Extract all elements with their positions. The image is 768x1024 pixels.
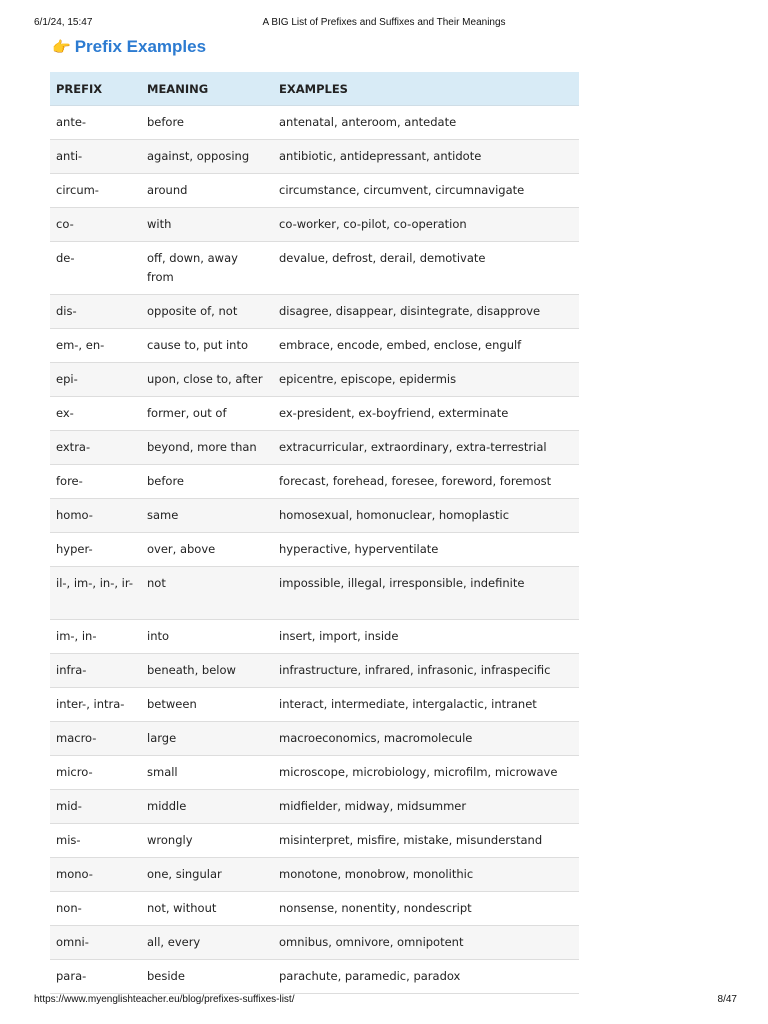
cell-prefix: de- bbox=[50, 242, 141, 295]
section-heading-text: Prefix Examples bbox=[74, 37, 207, 56]
cell-prefix: extra- bbox=[50, 431, 141, 465]
cell-meaning: all, every bbox=[141, 926, 273, 960]
pointing-hand-icon: 👉 bbox=[52, 38, 71, 56]
cell-examples: misinterpret, misfire, mistake, misunderstand bbox=[273, 824, 579, 858]
cell-meaning: into bbox=[141, 620, 273, 654]
prefix-table bbox=[50, 72, 579, 994]
cell-prefix: infra- bbox=[50, 654, 141, 688]
table-row bbox=[50, 790, 579, 824]
header-meaning: MEANING bbox=[141, 72, 273, 106]
table-row bbox=[50, 140, 579, 174]
cell-prefix: dis- bbox=[50, 295, 141, 329]
cell-examples: epicentre, episcope, epidermis bbox=[273, 363, 579, 397]
cell-prefix: mono- bbox=[50, 858, 141, 892]
cell-examples: interact, intermediate, intergalactic, intranet bbox=[273, 688, 579, 722]
cell-meaning: small bbox=[141, 756, 273, 790]
cell-examples: impossible, illegal, irresponsible, indefinite bbox=[273, 567, 579, 620]
cell-examples: circumstance, circumvent, circumnavigate bbox=[273, 174, 579, 208]
table-header-row bbox=[50, 72, 579, 106]
cell-meaning: with bbox=[141, 208, 273, 242]
table-row bbox=[50, 688, 579, 722]
cell-prefix: ante- bbox=[50, 106, 141, 140]
print-header bbox=[0, 17, 768, 31]
cell-meaning: not, without bbox=[141, 892, 273, 926]
cell-prefix: non- bbox=[50, 892, 141, 926]
cell-prefix: homo- bbox=[50, 499, 141, 533]
cell-meaning: wrongly bbox=[141, 824, 273, 858]
table-row bbox=[50, 533, 579, 567]
cell-prefix: micro- bbox=[50, 756, 141, 790]
cell-examples: ex-president, ex-boyfriend, exterminate bbox=[273, 397, 579, 431]
table-row bbox=[50, 329, 579, 363]
table-row bbox=[50, 242, 579, 295]
cell-meaning: middle bbox=[141, 790, 273, 824]
header-examples: EXAMPLES bbox=[273, 72, 579, 106]
table-row bbox=[50, 892, 579, 926]
cell-prefix: anti- bbox=[50, 140, 141, 174]
cell-prefix: il-, im-, in-, ir- bbox=[50, 567, 141, 620]
cell-prefix: circum- bbox=[50, 174, 141, 208]
cell-meaning: former, out of bbox=[141, 397, 273, 431]
cell-prefix: im-, in- bbox=[50, 620, 141, 654]
table-row bbox=[50, 722, 579, 756]
cell-prefix: fore- bbox=[50, 465, 141, 499]
print-page-title: A BIG List of Prefixes and Suffixes and Their Meanings bbox=[262, 17, 506, 28]
table-row bbox=[50, 397, 579, 431]
cell-meaning: opposite of, not bbox=[141, 295, 273, 329]
cell-prefix: omni- bbox=[50, 926, 141, 960]
table-row bbox=[50, 756, 579, 790]
table-row bbox=[50, 208, 579, 242]
cell-examples: omnibus, omnivore, omnipotent bbox=[273, 926, 579, 960]
cell-meaning: beneath, below bbox=[141, 654, 273, 688]
cell-meaning: large bbox=[141, 722, 273, 756]
cell-examples: forecast, forehead, foresee, foreword, foremost bbox=[273, 465, 579, 499]
cell-examples: midfielder, midway, midsummer bbox=[273, 790, 579, 824]
table-row bbox=[50, 926, 579, 960]
cell-meaning: between bbox=[141, 688, 273, 722]
table-row bbox=[50, 295, 579, 329]
cell-meaning: before bbox=[141, 465, 273, 499]
header-prefix: PREFIX bbox=[50, 72, 141, 106]
cell-examples: nonsense, nonentity, nondescript bbox=[273, 892, 579, 926]
table-row bbox=[50, 174, 579, 208]
cell-meaning: one, singular bbox=[141, 858, 273, 892]
cell-examples: embrace, encode, embed, enclose, engulf bbox=[273, 329, 579, 363]
table-row bbox=[50, 567, 579, 620]
cell-examples: microscope, microbiology, microfilm, microwave bbox=[273, 756, 579, 790]
table-row bbox=[50, 431, 579, 465]
table-row bbox=[50, 465, 579, 499]
table-row bbox=[50, 106, 579, 140]
cell-examples: insert, import, inside bbox=[273, 620, 579, 654]
cell-examples: extracurricular, extraordinary, extra-terrestrial bbox=[273, 431, 579, 465]
table-row bbox=[50, 824, 579, 858]
cell-prefix: inter-, intra- bbox=[50, 688, 141, 722]
table-row bbox=[50, 499, 579, 533]
cell-prefix: para- bbox=[50, 960, 141, 994]
cell-examples: homosexual, homonuclear, homoplastic bbox=[273, 499, 579, 533]
table-row bbox=[50, 858, 579, 892]
cell-meaning: off, down, away from bbox=[141, 242, 273, 295]
page-number: 8/47 bbox=[717, 994, 737, 1005]
cell-meaning: same bbox=[141, 499, 273, 533]
table-body bbox=[50, 106, 579, 994]
cell-examples: antibiotic, antidepressant, antidote bbox=[273, 140, 579, 174]
cell-examples: hyperactive, hyperventilate bbox=[273, 533, 579, 567]
cell-prefix: hyper- bbox=[50, 533, 141, 567]
table-row bbox=[50, 960, 579, 994]
cell-meaning: beyond, more than bbox=[141, 431, 273, 465]
cell-prefix: macro- bbox=[50, 722, 141, 756]
cell-prefix: em-, en- bbox=[50, 329, 141, 363]
cell-examples: disagree, disappear, disintegrate, disapprove bbox=[273, 295, 579, 329]
section-heading bbox=[52, 36, 206, 58]
cell-meaning: not bbox=[141, 567, 273, 620]
table-row bbox=[50, 620, 579, 654]
print-footer bbox=[0, 994, 768, 1008]
cell-examples: parachute, paramedic, paradox bbox=[273, 960, 579, 994]
print-url: https://www.myenglishteacher.eu/blog/prefixes-suffixes-list/ bbox=[34, 994, 295, 1005]
table-row bbox=[50, 654, 579, 688]
cell-meaning: over, above bbox=[141, 533, 273, 567]
cell-meaning: upon, close to, after bbox=[141, 363, 273, 397]
cell-meaning: against, opposing bbox=[141, 140, 273, 174]
cell-examples: macroeconomics, macromolecule bbox=[273, 722, 579, 756]
cell-examples: infrastructure, infrared, infrasonic, infraspecific bbox=[273, 654, 579, 688]
cell-meaning: before bbox=[141, 106, 273, 140]
cell-prefix: epi- bbox=[50, 363, 141, 397]
cell-examples: antenatal, anteroom, antedate bbox=[273, 106, 579, 140]
cell-meaning: beside bbox=[141, 960, 273, 994]
print-datetime: 6/1/24, 15:47 bbox=[34, 17, 93, 28]
table-row bbox=[50, 363, 579, 397]
cell-prefix: mis- bbox=[50, 824, 141, 858]
cell-meaning: around bbox=[141, 174, 273, 208]
cell-prefix: co- bbox=[50, 208, 141, 242]
cell-prefix: mid- bbox=[50, 790, 141, 824]
cell-meaning: cause to, put into bbox=[141, 329, 273, 363]
cell-examples: co-worker, co-pilot, co-operation bbox=[273, 208, 579, 242]
cell-prefix: ex- bbox=[50, 397, 141, 431]
cell-examples: monotone, monobrow, monolithic bbox=[273, 858, 579, 892]
cell-examples: devalue, defrost, derail, demotivate bbox=[273, 242, 579, 295]
